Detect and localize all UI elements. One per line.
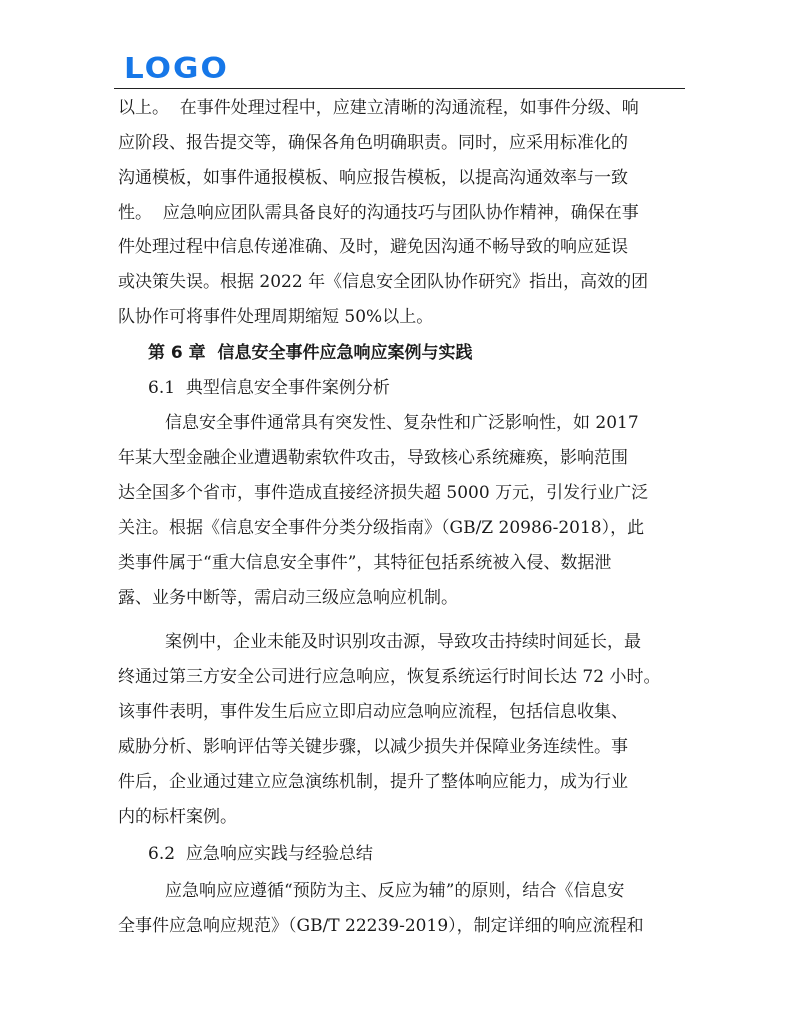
paragraph-line: 以上。 在事件处理过程中，应建立清晰的沟通流程，如事件分级、响: [118, 98, 639, 118]
paragraph-line: 队协作可将事件处理周期缩短 50%以上。: [118, 307, 434, 327]
paragraph-line: 该事件表明，事件发生后应立即启动应急响应流程，包括信息收集、: [118, 702, 628, 722]
paragraph-line: 沟通模板，如事件通报模板、响应报告模板，以提高沟通效率与一致: [118, 168, 628, 188]
paragraph-line: 件处理过程中信息传递准确、及时，避免因沟通不畅导致的响应延误: [118, 237, 628, 257]
paragraph-line: 全事件应急响应规范》（GB/T 22239-2019），制定详细的响应流程和: [118, 916, 644, 936]
paragraph-line: 件后，企业通过建立应急演练机制，提升了整体响应能力，成为行业: [118, 772, 628, 792]
paragraph-line: 案例中，企业未能及时识别攻击源，导致攻击持续时间延长，最: [165, 632, 641, 652]
paragraph-line: 应急响应应遵循“预防为主、反应为辅”的原则，结合《信息安: [165, 881, 625, 901]
paragraph-line: 达全国多个省市，事件造成直接经济损失超 5000 万元，引发行业广泛: [118, 483, 649, 503]
section-heading: 6.2 应急响应实践与经验总结: [148, 844, 373, 864]
paragraph-line: 年某大型金融企业遭遇勒索软件攻击，导致核心系统瘫痪，影响范围: [118, 448, 628, 468]
paragraph-line: 应阶段、报告提交等，确保各角色明确职责。同时，应采用标准化的: [118, 133, 628, 153]
paragraph-line: 性。 应急响应团队需具备良好的沟通技巧与团队协作精神，确保在事: [118, 203, 639, 223]
paragraph-line: 露、业务中断等，需启动三级应急响应机制。: [118, 588, 458, 608]
logo: LOGO: [124, 52, 229, 86]
paragraph-line: 信息安全事件通常具有突发性、复杂性和广泛影响性，如 2017: [165, 413, 639, 433]
section-heading: 6.1 典型信息安全事件案例分析: [148, 378, 390, 398]
paragraph-line: 类事件属于“重大信息安全事件”，其特征包括系统被入侵、数据泄: [118, 553, 612, 573]
paragraph-line: 威胁分析、影响评估等关键步骤，以减少损失并保障业务连续性。事: [118, 737, 628, 757]
paragraph-line: 终通过第三方安全公司进行应急响应，恢复系统运行时间长达 72 小时。: [118, 667, 661, 687]
header-divider: [114, 88, 685, 89]
paragraph-line: 内的标杆案例。: [118, 807, 237, 827]
chapter-heading: 第 6 章 信息安全事件应急响应案例与实践: [148, 343, 473, 363]
paragraph-line: 关注。根据《信息安全事件分类分级指南》（GB/Z 20986-2018），此: [118, 518, 645, 538]
paragraph-line: 或决策失误。根据 2022 年《信息安全团队协作研究》指出，高效的团: [118, 272, 649, 292]
